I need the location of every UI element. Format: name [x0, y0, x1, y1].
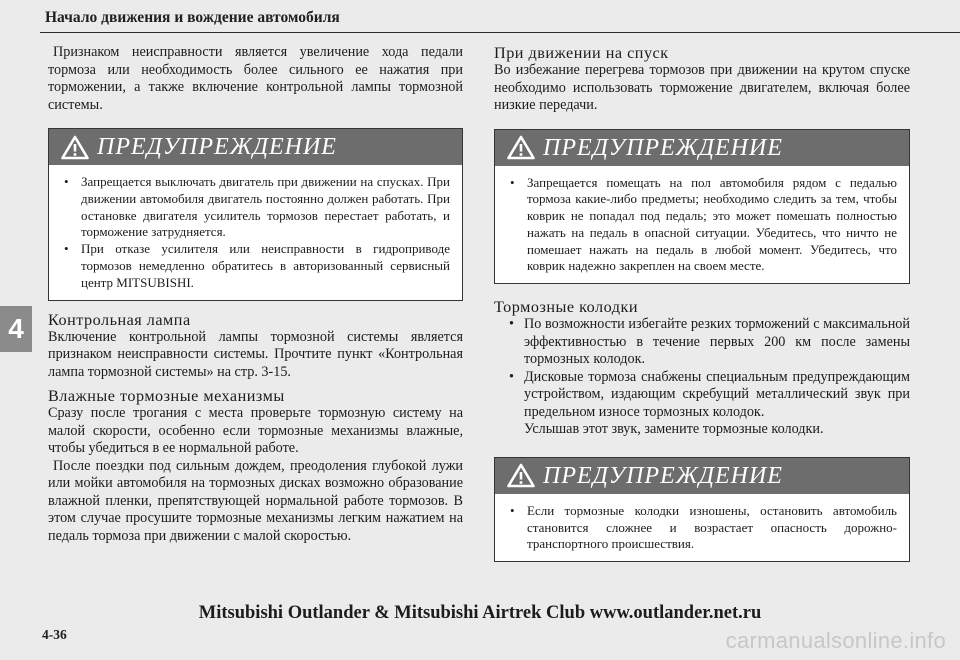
warning-item: • При отказе усилителя или неисправности в гидроприводе тормозов немедленно обратитесь в авторизованный сервисный центр MITSUBISHI.	[63, 241, 450, 291]
left-column	[48, 44, 463, 545]
warning-item: • Запрещается выключать двигатель при движении на спусках. При движении автомобиля двигатель постоянно должен работать. При остановке двигателя усилитель тормозов перестает работать, и торможение затрудняется.	[63, 174, 450, 241]
warning-list	[495, 166, 909, 284]
section-heading-lamp: Контрольная лампа	[48, 310, 191, 329]
wet-brakes-paragraph-1: Сразу после трогания с места проверьте тормозную систему на малой скорости, особенно если тормозные механизмы влажные, чтобы убедиться в ее нормальной работе.	[48, 405, 463, 457]
section-heading-downhill: При движении на спуск	[494, 44, 669, 62]
warning-triangle-icon	[507, 463, 535, 488]
warning-header	[495, 130, 909, 166]
right-column	[494, 44, 910, 562]
brake-pads-item: • По возможности избегайте резких торможений с максимальной эффективностью в течение первых 200 км после замены тормозных колодок.	[494, 316, 910, 369]
warning-item: • Запрещается помещать на пол автомобиля рядом с педалью тормоза какие-либо предметы; необходимо следить за тем, чтобы коврик не попадал под педаль; это может помешать полностью нажать на педаль в опасной ситуации. Убедитесь, что ничто не помешает нажать на педаль в любой момент. Убедитесь, что коврик надежно закреплен на своем месте.	[509, 175, 897, 276]
downhill-paragraph: Во избежание перегрева тормозов при движении на крутом спуске необходимо использовать торможение двигателем, включая более низкие передачи.	[494, 62, 910, 113]
watermark: carmanualsonline.info	[725, 628, 946, 653]
warning-title: ПРЕДУПРЕЖДЕНИЕ	[543, 134, 783, 161]
header-divider	[40, 32, 960, 33]
footer-club-link[interactable]: Mitsubishi Outlander & Mitsubishi Airtrek Club www.outlander.net.ru	[198, 603, 762, 623]
wet-brakes-paragraph-2: После поездки под сильным дождем, преодоления глубокой лужи или мойки автомобиля на тормозных дисках возможно образование влажной пленки, препятствующей нормальной работе тормозов. В этом случае просушите тормозные механизмы легким нажатием на педаль тормоза при движении с малой скоростью.	[48, 457, 463, 544]
chapter-tab: 4	[0, 306, 32, 352]
warning-title: ПРЕДУПРЕЖДЕНИЕ	[543, 462, 783, 489]
warning-box-floor-mat	[494, 129, 910, 285]
warning-triangle-icon	[61, 135, 89, 160]
warning-box-engine	[48, 128, 463, 301]
warning-list	[495, 494, 909, 561]
warning-header	[49, 129, 462, 165]
warning-item: • Если тормозные колодки изношены, остановить автомобиль становится сложнее и возрастает опасность дорожно-транспортного происшествия.	[509, 503, 897, 553]
warning-list	[49, 165, 462, 300]
brake-pads-list	[494, 316, 910, 421]
brake-pads-item: • Дисковые тормоза снабжены специальным предупреждающим устройством, издающим скребущий металлический звук при предельном износе тормозных колодок.	[494, 369, 910, 422]
section-heading-brake-pads: Тормозные колодки	[494, 298, 639, 317]
lamp-paragraph: Включение контрольной лампы тормозной системы является признаком неисправности системы. Прочтите пункт «Контрольная лампа тормозной системы» на стр. 3-15.	[48, 328, 463, 380]
section-heading-wet-brakes: Влажные тормозные механизмы	[48, 387, 285, 406]
brake-pads-note: Услышав этот звук, замените тормозные колодки.	[524, 421, 824, 438]
warning-box-worn-pads	[494, 457, 910, 562]
warning-triangle-icon	[507, 135, 535, 160]
page-header-title: Начало движения и вождение автомобиля	[45, 9, 340, 26]
page-number: 4-36	[42, 627, 67, 642]
warning-title: ПРЕДУПРЕЖДЕНИЕ	[97, 134, 337, 160]
intro-paragraph: Признаком неисправности является увеличение хода педали тормоза или необходимость более сильного ее нажатия при торможении, а также включение контрольной лампы тормозной системы.	[48, 44, 463, 113]
warning-header	[495, 458, 909, 494]
